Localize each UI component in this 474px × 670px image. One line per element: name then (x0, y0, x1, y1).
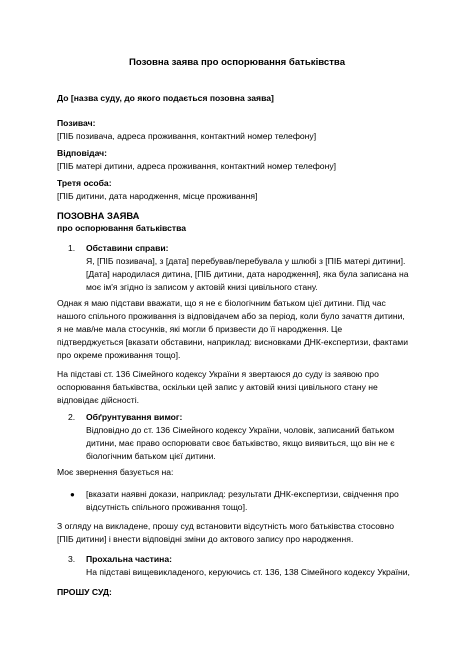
section-2-line: біологічним батьком цієї дитини. (86, 451, 216, 461)
defendant-label: Відповідач: (57, 148, 108, 158)
section-3-heading: Прохальна частина: (86, 554, 172, 564)
request-heading: ПРОШУ СУД: (57, 587, 112, 597)
section-1-heading: Обставини справи: (86, 243, 169, 253)
third-party-value: [ПІБ дитини, дата народження, місце проживання] (57, 191, 258, 201)
paragraph-line: про окреме проживання тощо]. (57, 350, 181, 360)
claim-heading: ПОЗОВНА ЗАЯВА (57, 210, 140, 221)
section-1-line: моє ім'я згідно із записом у актовій книзі цивільного стану. (86, 282, 318, 292)
plaintiff-section (57, 117, 419, 143)
paragraph-line: нашого спільного проживання із відповідачем або за період, коли було зачаття дитини, (57, 311, 405, 321)
paragraph-4 (57, 520, 419, 546)
section-2-number: 2. (68, 412, 76, 422)
defendant-value: [ПІБ матері дитини, адреса проживання, контактний номер телефону] (57, 161, 337, 171)
claim-heading-block (57, 209, 419, 235)
section-3-number: 3. (68, 554, 76, 564)
paragraph-line: На підставі ст. 136 Сімейного кодексу України я звертаюся до суду із заявою про (57, 369, 379, 379)
defendant-section (57, 147, 419, 173)
bullet-icon: ● (70, 490, 75, 499)
section-1-line: [Дата] народилася дитина, [ПІБ дитини, дата народження], яка була записана на (86, 269, 409, 279)
bullet-line: відсутність спільного проживання тощо]. (86, 502, 248, 512)
paragraph-line: я не мав/не мала стосунків, які могли б призвести до її народження. Це (57, 324, 343, 334)
court-addressee: До [назва суду, до якого подається позовна заява] (57, 93, 274, 103)
paragraph-line: Однак я маю підстави вважати, що я не є біологічним батьком цієї дитини. Під час (57, 298, 386, 308)
paragraph-1 (57, 297, 419, 362)
document-title: Позовна заява про оспорювання батьківства (128, 57, 346, 68)
third-party-section (57, 177, 419, 203)
paragraph-3: Моє звернення базується на: (57, 467, 174, 477)
bullet-line: [вказати наявні докази, наприклад: результати ДНК-експертизи, свідчення про (86, 489, 399, 499)
section-1-number: 1. (68, 243, 76, 253)
paragraph-2 (57, 368, 419, 407)
claim-subheading: про оспорювання батьківства (57, 223, 187, 233)
section-1-line: Я, [ПІБ позивача], з [дата] перебував/перебувала у шлюбі з [ПІБ матері дитини]. (86, 256, 406, 266)
plaintiff-value: [ПІБ позивача, адреса проживання, контактний номер телефону] (57, 131, 317, 141)
section-3-line: На підставі вищевикладеного, керуючись ст. 136, 138 Сімейного кодексу України, (86, 567, 410, 577)
paragraph-line: оспорювання батьківства, оскільки цей запис у актовій книзі цивільного стану не (57, 382, 378, 392)
paragraph-line: відповідає дійсності. (57, 395, 140, 405)
plaintiff-label: Позивач: (57, 118, 96, 128)
section-2-line: дитини, має право оспорювати своє батьківство, якщо виявиться, що він не є (86, 438, 395, 448)
section-2-heading: Обґрунтування вимог: (86, 412, 183, 422)
paragraph-line: [ПІБ дитини] і внести відповідні зміни до актового запису про народження. (57, 534, 354, 544)
third-party-label: Третя особа: (57, 178, 112, 188)
paragraph-line: підтверджується [вказати обставини, наприклад: висновками ДНК-експертизи, фактами (57, 337, 408, 347)
paragraph-line: З огляду на викладене, прошу суд встановити відсутність мого батьківства стосовно (57, 521, 395, 531)
section-2-line: Відповідно до ст. 136 Сімейного кодексу України, чоловік, записаний батьком (86, 425, 395, 435)
